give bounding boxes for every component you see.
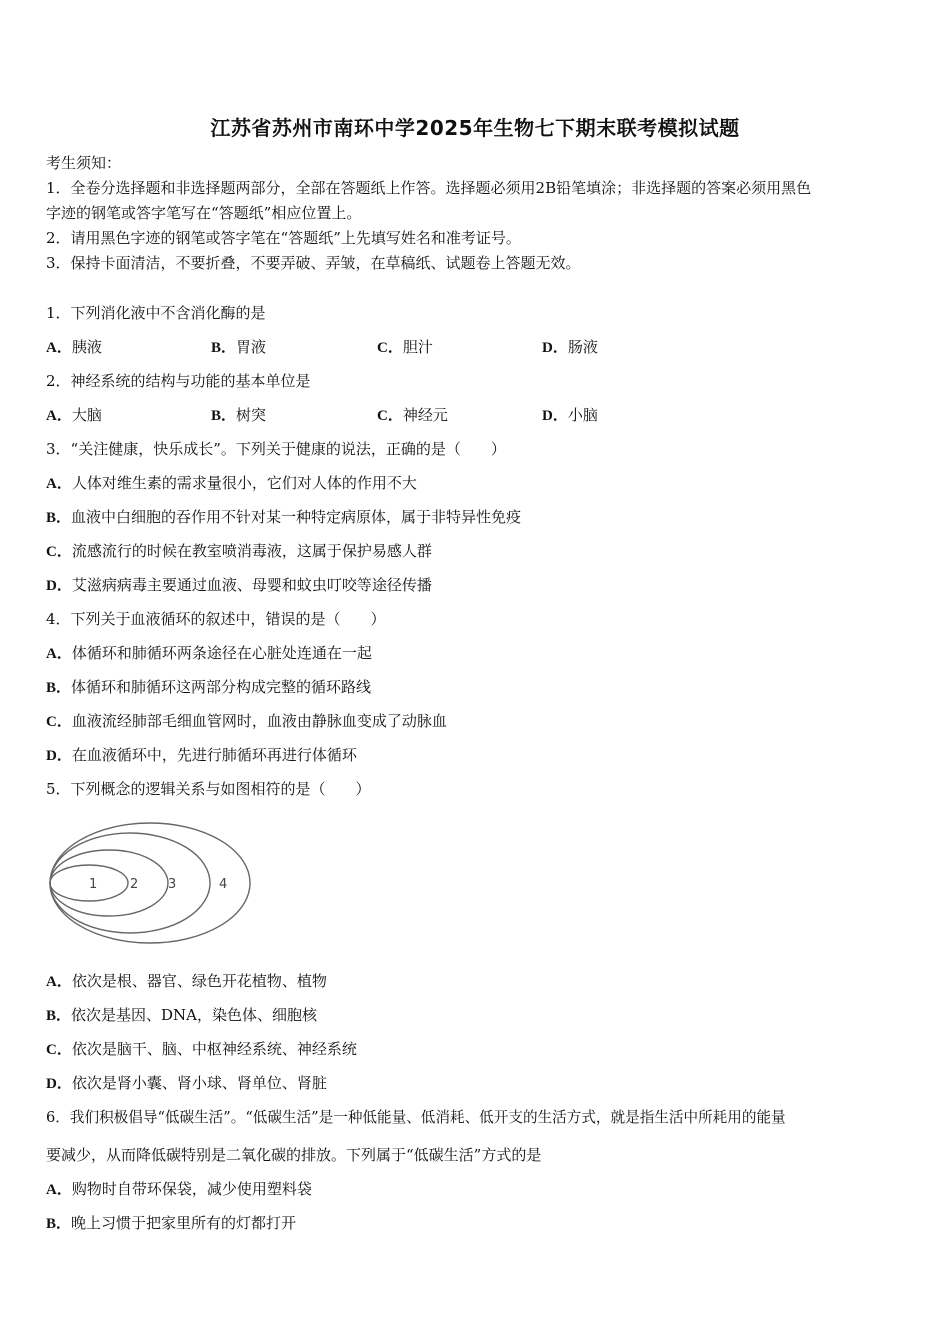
diagram-label-3: 3 [168,877,177,892]
question-6-stem-line-1: 6．我们积极倡导“低碳生活”。“低碳生活”是一种低能量、低消耗、低开支的生活方式，就是指生活中所耗用的能量 [46,1109,786,1126]
diagram-label-4: 4 [219,877,228,892]
notice-line-1: 1．全卷分选择题和非选择题两部分，全部在答题纸上作答。选择题必须用2B铅笔填涂；非选择题的答案必须用黑色 [46,179,812,197]
option-label: D． [542,408,568,424]
nested-ellipses-diagram [46,818,256,948]
option-label: B． [46,680,72,696]
option-text: 在血液循环中，先进行肺循环再进行体循环 [71,746,357,764]
question-6-stem-line-2: 要减少，从而降低碳特别是二氧化碳的排放。下列属于“低碳生活”方式的是 [46,1146,542,1164]
option-label: B． [211,340,237,356]
option-label: C． [46,714,72,730]
option-text: 树突 [236,406,267,424]
q6-option-b [46,1212,296,1233]
q4-option-d [46,744,357,765]
option-text: 胰液 [71,338,102,356]
option-text: 流感流行的时候在教室喷消毒液，这属于保护易感人群 [71,542,432,560]
option-text: 体循环和肺循环两条途径在心脏处连通在一起 [71,644,372,662]
option-text: 胃液 [236,338,267,356]
option-text: 肠液 [567,338,598,356]
diagram-label-1: 1 [89,877,98,892]
question-1-stem: 1．下列消化液中不含消化酶的是 [46,304,266,322]
option-text: 人体对维生素的需求量很小，它们对人体的作用不大 [71,474,417,492]
option-label: C． [377,340,403,356]
q3-option-c [46,540,432,561]
q1-option-d [542,336,598,357]
option-text: 依次是根、器官、绿色开花植物、植物 [71,972,327,990]
q5-option-c [46,1038,357,1059]
option-text: 神经元 [402,406,448,424]
option-text: 依次是基因、DNA，染色体、细胞核 [71,1006,318,1024]
notice-line-2: 字迹的钢笔或答字笔写在“答题纸”相应位置上。 [46,204,362,222]
option-text: 小脑 [567,406,598,424]
question-4-stem: 4．下列关于血液循环的叙述中，错误的是（ ） [46,610,386,628]
option-label: C． [377,408,403,424]
option-label: B． [46,510,72,526]
option-label: B． [46,1008,72,1024]
option-text: 依次是脑干、脑、中枢神经系统、神经系统 [71,1040,357,1058]
option-label: B． [46,1216,72,1232]
option-label: C． [46,1042,72,1058]
q2-option-c [377,404,448,425]
q1-option-a [46,336,102,357]
option-text: 胆汁 [402,338,433,356]
option-label: D． [46,748,72,764]
notice-line-4: 3．保持卡面清洁，不要折叠，不要弄破、弄皱，在草稿纸、试题卷上答题无效。 [46,254,581,272]
option-text: 血液流经肺部毛细血管网时，血液由静脉血变成了动脉血 [71,712,447,730]
q2-option-b [211,404,266,425]
q4-option-a [46,642,372,663]
option-label: A． [46,340,72,356]
option-text: 体循环和肺循环这两部分构成完整的循环路线 [71,678,372,696]
q3-option-a [46,472,417,493]
option-label: A． [46,408,72,424]
q1-option-b [211,336,266,357]
option-label: A． [46,974,72,990]
q2-option-a [46,404,102,425]
option-text: 大脑 [71,406,102,424]
diagram-label-2: 2 [130,877,139,892]
q5-option-d [46,1072,327,1093]
q3-option-d [46,574,432,595]
option-label: A． [46,476,72,492]
option-label: D． [46,1076,72,1092]
option-text: 依次是肾小囊、肾小球、肾单位、肾脏 [71,1074,327,1092]
option-label: C． [46,544,72,560]
option-text: 艾滋病病毒主要通过血液、母婴和蚊虫叮咬等途径传播 [71,576,432,594]
q3-option-b [46,506,521,527]
option-label: A． [46,1182,72,1198]
q1-option-c [377,336,433,357]
page-title: 江苏省苏州市南环中学2025年生物七下期末联考模拟试题 [210,116,740,140]
question-3-stem: 3．“关注健康，快乐成长”。下列关于健康的说法，正确的是（ ） [46,440,506,458]
option-label: D． [46,578,72,594]
option-text: 血液中白细胞的吞作用不针对某一种特定病原体，属于非特异性免疫 [71,508,522,526]
ellipse-2 [50,850,168,916]
option-label: B． [211,408,237,424]
q5-option-b [46,1004,317,1025]
notice-heading: 考生须知： [46,154,122,172]
question-5-stem: 5．下列概念的逻辑关系与如图相符的是（ ） [46,780,371,798]
q6-option-a [46,1178,312,1199]
q4-option-b [46,676,371,697]
q4-option-c [46,710,447,731]
q2-option-d [542,404,598,425]
option-text: 晚上习惯于把家里所有的灯都打开 [71,1214,297,1232]
question-2-stem: 2．神经系统的结构与功能的基本单位是 [46,372,311,390]
notice-line-3: 2．请用黑色字迹的钢笔或答字笔在“答题纸”上先填写姓名和准考证号。 [46,229,521,247]
option-text: 购物时自带环保袋，减少使用塑料袋 [71,1180,312,1198]
option-label: D． [542,340,568,356]
q5-option-a [46,970,327,991]
option-label: A． [46,646,72,662]
